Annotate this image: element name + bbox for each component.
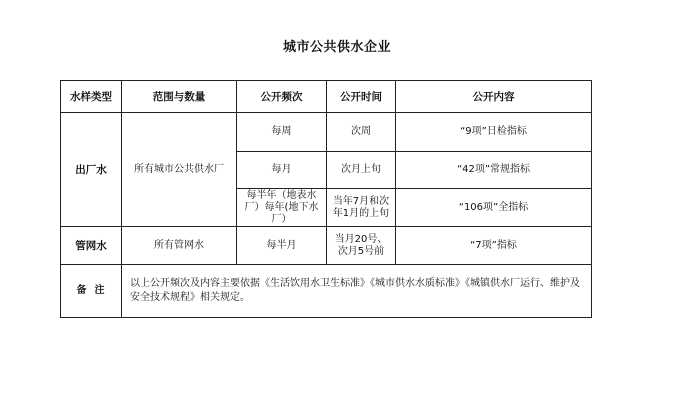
header-scope: 范围与数量 — [122, 81, 237, 113]
header-frequency: 公开频次 — [237, 81, 327, 113]
factory-time-weekly: 次周 — [327, 113, 396, 152]
header-content: 公开内容 — [396, 81, 592, 113]
factory-time-semiannual: 当年7月和次年1月的上旬 — [327, 189, 396, 227]
factory-freq-monthly: 每月 — [237, 152, 327, 189]
factory-time-monthly: 次月上旬 — [327, 152, 396, 189]
header-sample-type: 水样类型 — [61, 81, 122, 113]
table-row — [61, 113, 592, 152]
factory-freq-semiannual: 每半年（地表水厂）每年(地下水厂） — [237, 189, 327, 227]
page-title: 城市公共供水企业 — [282, 40, 391, 55]
disclosure-table — [60, 80, 592, 318]
factory-content-weekly: “9项”日检指标 — [396, 113, 592, 152]
pipe-water-scope: 所有管网水 — [122, 227, 237, 265]
remarks-text: 以上公开频次及内容主要依据《生活饮用水卫生标准》《城市供水水质标准》《城镇供水厂运行、维护及安全技术规程》相关规定。 — [122, 265, 592, 318]
factory-content-monthly: “42项”常规指标 — [396, 152, 592, 189]
header-time: 公开时间 — [327, 81, 396, 113]
factory-water-scope: 所有城市公共供水厂 — [122, 113, 237, 227]
pipe-content: “7项”指标 — [396, 227, 592, 265]
factory-freq-weekly: 每周 — [237, 113, 327, 152]
pipe-time: 当月20号、次月5号前 — [327, 227, 396, 265]
pipe-water-type: 管网水 — [61, 227, 122, 265]
remarks-label: 备注 — [61, 265, 122, 318]
factory-water-type: 出厂水 — [61, 113, 122, 227]
table-header-row — [61, 81, 592, 113]
pipe-freq: 每半月 — [237, 227, 327, 265]
table-row — [61, 227, 592, 265]
factory-content-semiannual: “106项”全指标 — [396, 189, 592, 227]
table-row — [61, 265, 592, 318]
